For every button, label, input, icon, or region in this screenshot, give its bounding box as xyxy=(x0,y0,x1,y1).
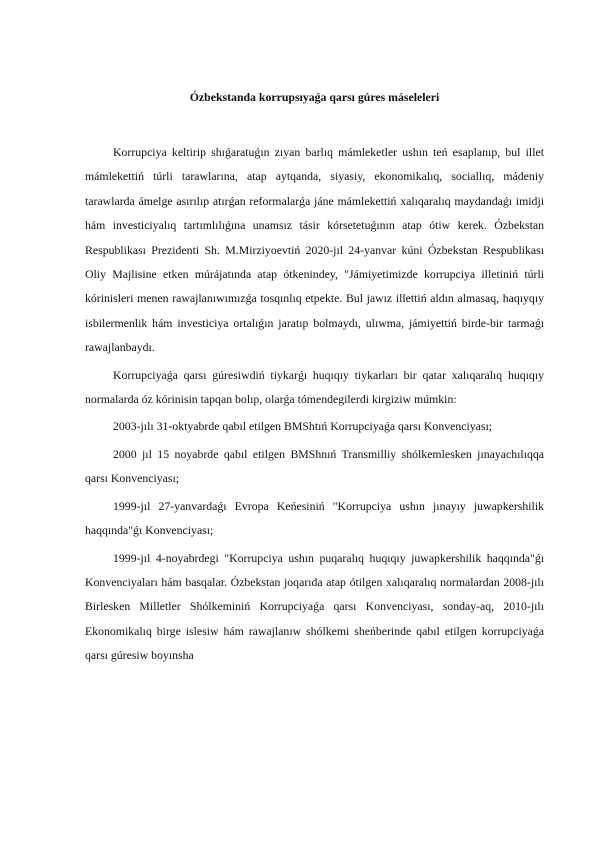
paragraph-council-of-europe-1999-criminal: 1999-jıl 27-yanvardaǵı Evropa Keńesiniń "Korrupciya ushın jınayıy juwapkershilik haqqında"ǵı Konvenciyası; xyxy=(85,498,544,538)
paragraph-legal-basis: Korrupciyaǵa qarsı gúresiwdiń tiykarǵı huqıqıy tiykarları bir qatar xalıqaralıq huqıqıy normalarda óz kórinisin tapqan bolıp, olarǵa tómendegilerdi kirgiziw múmkin: xyxy=(85,367,544,407)
paragraph-intro: Korrupciya keltirip shıǵaratuǵın zıyan barlıq mámleketler ushın teń esaplanıp, bul illet mámlekettiń túrli tarawlarına, atap aytqanda, siyasiy, ekonomikalıq, sociallıq, mádeniy tarawlarda ámelge asırılıp atırǵan reformalarǵa jáne mámlekettiń xalıqaralıq maydandaǵı imidji hám investiciyalıq tartımlılıǵına unamsız tásir kórsetetuǵının atap ótiw kerek. Ózbekstan Respublikası Prezidenti Sh. M.Mirziyoevtiń 2020-jıl 24-yanvar kúni Ózbekstan Respublikası Oliy Majlisine etken múrájatında atap ótkenindey, "Jámiyetimizde korrupciya illetiniń túrli kórinisleri menen rawajlanıwımızǵa tosqınlıq etpekte. Bul jawız illettiń aldın almasaq, haqıyqıy isbilermenlik hám investiciya ortalıǵın jaratıp bolmaydı, ulıwma, jámiyettiń birde-bir tarmaǵı rawajlanbaydı. xyxy=(85,145,544,355)
paragraph-un-convention-2000: 2000 jıl 15 noyabrde qabıl etilgen BMShnıń Transmilliy shólkemlesken jınayachılıqqa qarsı Konvenciyası; xyxy=(85,446,544,486)
paragraph-un-convention-2003: 2003-jılı 31-oktyabrde qabıl etilgen BMShtıń Korrupciyaǵa qarsı Konvenciyası; xyxy=(113,419,493,434)
page-title: Ózbekstanda korrupsıyaǵa qarsı gúres máseleleri xyxy=(189,90,440,104)
paragraph-council-of-europe-1999-civil: 1999-jıl 4-noyabrdegi "Korrupciya ushın puqaralıq huqıqıy juwapkershilik haqqında"ǵı Konvenciyaları hám basqalar. Ózbekstan joqarıda atap ótilgen xalıqaralıq normalardan 2008-jılı Birlesken Milletler Shólkeminiń Korrupciyaǵa qarsı Konvenciyası, sonday-aq, 2010-jılı Ekonomikalıq birge islesiw hám rawajlanıw shólkemi sheńberinde qabıl etilgen korrupciyaǵa qarsı gúresiw boyınsha xyxy=(85,550,544,663)
